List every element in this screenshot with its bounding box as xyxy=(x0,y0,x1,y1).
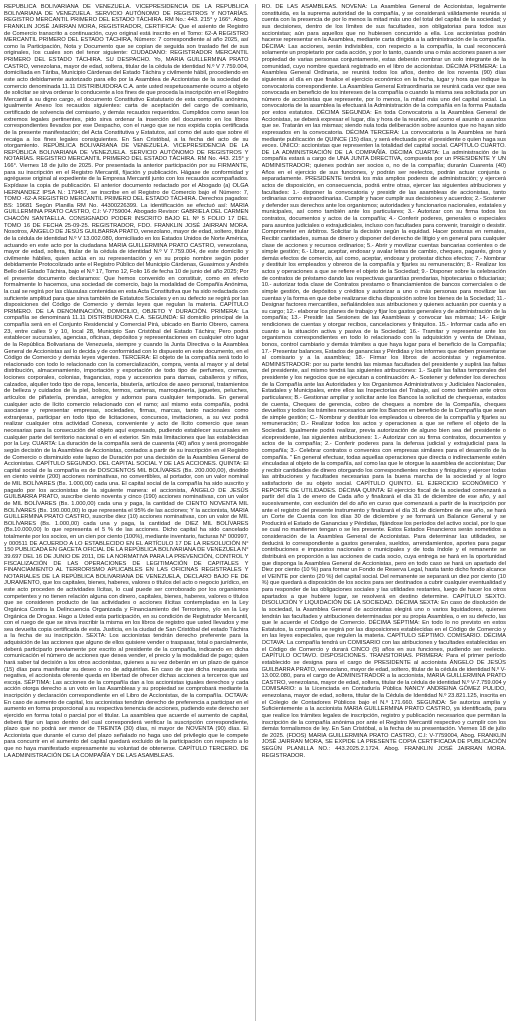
text-columns xyxy=(4,4,506,1021)
left-column xyxy=(4,4,249,1021)
column-divider xyxy=(255,4,256,1021)
right-column-text: RO. DE LAS ASAMBLEAS. NOVENA: La Asamblea General de Accionistas, legalmente constituida, es la suprema autoridad de la compañía, y se considerará válidamente reunida si cuenta con la presencia de por lo menos la mitad más uno del total del capital de la sociedad; y sus decisiones, dentro de los límites de sus facultades, son obligatorias para todos sus accionistas; aún para aquellos que no hubiesen concurrido a ella. Los accionistas podrán hacerse representar en la Asamblea, mediante carta dirigida a la administración de la compañía. DÉCIMA: Las acciones, serán indivisibles, con respecto a la compañía, la cual reconocerá solamente un propietario por cada acción, y por lo tanto, cuando una o más acciones pasen a ser propiedad de varias personas conjuntamente, estas deberán nombrar un solo integrante de la comunidad, cuyo nombre quedará registrado en el libro de accionistas. DÉCIMA PRIMERA: La Asamblea General Ordinaria, se reunirá todos los años, dentro de los noventa (90) días siguientes al día en que finalice el ejercicio económico en la fecha, lugar y hora que indique la convocatoria correspondiente. La Asamblea General Extraordinaria se reunirá cada vez que sea convocada en beneficio de los intereses de la compañía o cuando la misma sea solicitada por un número de accionistas que represente, por lo menos, la mitad más uno del capital social. La convocatoria de la asamblea la efectuará la Administración de la compañía en la forma Pautada por estos estatutos. DÉCIMA SEGUNDA: En toda Convocatoria a la Asamblea General de Accionistas, se deberá expresar el lugar, día y hora de la reunión, así como el asunto o asuntos que se. Tratarán en las mismas; siendo nula toda deliberación sobre asuntos que no hayan sido expresados en la convocatoria. DÉCIMA TERCERA: La convocatoria a la Asamblea se hará mediante publicación de QUINCE (15) días, y será efectuada por el presidente o quien haga sus veces. ÚNICO: accionistas que representen la totalidad del capital social. CAPÍTULO CUARTO. DE LA ADMINISTRACIÓN DE LA COMPAÑÍA. DÉCIMA CUARTA: La administración de la compañía estará a cargo de UNA JUNTA DIRECTIVA, compuesta por un PRESIDENTE Y UN ADMINISTRADOR; quienes podrán ser socios o, no de la compañía; durarán Cuarenta (40) Años en el ejercicio de sus funciones, y podrán ser reelectos, podrán actuar conjunta o separadamente. PRESIDENTE tendrá los más amplios poderes de administración; y ejercerá actos de disposición, en consecuencia, podrá entre otras, ejercer las siguientes atribuciones y facultades: 1.- disponer la convocatoria y presidir de las asambleas de accionistas, tanto ordinarias como extraordinarias. Cumplir y hacer cumplir sus decisiones y acuerdos; 2.- Sostener y defender sus derechos ante los organismos; autoridades y funcionarios nacionales, estatales y municipales, así como también ante los particulares; 3.- Autorizar con su firma todos los contratos, documentos y actos de la compañía; 4.- Conferir poderes, generales o especiales para asuntos judiciales o extrajudiciales, incluso con facultades para convenir, transigir o desistir. Comprometer en árbitros. Solicitar la decisión según la equidad. Hacer posturas en remates, Recibir cantidades, sumas de dinero y disponer del derecho de litigio y en general para cualquier clase de acciones y recursos ordinarios; 5.- Abrir y movilizar cuentas bancarias corrientes o de simple gestión; 6.- Librar, aceptar, endosar y avalar letras de cambio, cheques, pagarés, giros y demás efectos de comercio, así como, aceptar, endosar y protestar dichos efectos; 7.- Nombrar y destituir los empleados y obreros de la compañía y fijarles su remuneración; 8.- Realizar los actos y operaciones a que se refiere el objeto de la Sociedad; 9.- Disponer sobre la celebración de contratos de préstamo dando las respectivas garantías prendarias, hipotecarias o fiduciarias; 10.- autorizar toda clase de Contratos prestamo o financiamientos de bancos comerciales o de simple gestión, de depósitos y créditos y autorizar a uno o más personas para movilizar las cuentas y la forma en que debe realizarse dicha disposición sobre los bienes de la Sociedad; 11.- Designar factores mercantiles, señalándoles sus atribuciones y quienes actuarán por cuenta y a su cargo; 12.- elaborar los planes de trabajo y fijar los gastos generales y de administración de la compañía; 13.- Presidir las Sesiones de las Asambleas y convocar las mismas; 14.- Exigir rendiciones de cuentas y otorgar recibos, cancelaciones y finiquitos. 15.- Informar cada año en cuanto a la situación activa y pasiva de la Sociedad; 16.- Tramitar y representar ante los organismos correspondientes en todo lo relacionado con la adquisición y venta de Divisas, bonos, control cambiario y demás trámites a que haya lugar para el beneficio de la Compañía; 17.- Presentar balances, Estados de ganancias y Pérdidas y los informes que deben presentarse al comisario y a la asamblea; 18.- Firmar los libros de accionistas y reglamentos. ADMINISTRADOR: por su parte tendrá las mismas facultades del presidente y suplirá las faltas del presidente, así mismo tendrá las siguientes atribuciones: 1.- Suplir las faltas temporales del presidente y los negocios que se ejecutan a continuación: A.- Sostener y defender los derechos de la Compañía ante las Autoridades y los Organismos Administrativos y Judiciales Nacionales, Estadales y Municipales, entre ellos las Inspectorías del Trabajo, así como también ante otros particulares; B.- Gestionar ampliar y solicitar ante los Bancos la solicitud de chequeras, estados de cuenta, Cheques de gerencia, cobro de cheques a nombre de la Compañía, cheques devueltos y todos los trámites necesarios ante los Bancos en beneficio de la Compañía que sean de simple gestión; C.- Nombrar y destituir los empleados u obreros de la compañía y fijarles su remuneración; D.- Realizar todos los actos y operaciones a que se refiere el objeto de la Sociedad. Igualmente podrá realizar, previa autorización de alguno bien sea del presidente o vicepresidente, las siguientes atribuciones: 1.- Autorizar con su firma contratos, documentos y actos de la compañía; 2.- Conferir poderes para la defensa judicial y extrajudicial para la compañía; 3.- Celebrar contratos o convenios con empresas similares para el desarrollo de la compañía. " En general efectuar, todas aquellas operaciones que directa o indirectamente estén vinculadas al objeto de la compañía, así como las que le otorgue la asamblea de accionistas; Dar y recibir cantidades de dinero otorgando los correspondientes recibos y finiquitos y ejercer todas las atribuciones y facultades necesarias para la buena marcha de la sociedad y al logro satisfactorio de su objeto social. CAPÍTULO QUINTO. EL EJERCICIO ECONÓMICO Y REPORTE DE UTILIDADES. DÉCIMA QUINTA: El ejercicio fiscal de la sociedad comenzará a partir del día 1 de enero de Cada año y finalizará el día 31 de diciembre de ese año, y así sucesivamente, con exclusión del do año en curso que comenzará a partir de la inscripción por ante el registro del presente instrumento y finalizará el día 31 de diciembre de ese año, se hará un Corte de Cuenta con los días 30 de diciembre y se formará un Balance General y se Producirá el Estado de Ganancias y Pérdidas, fijándose los períodos del activo social, por lo que se cual no mantienen tengan o se les presente. Estos Estados Financieros serán sometidos a consideración de la Asamblea General de Accionistas. Para determinar las utilidades, se deducirá lo correspondiente a gastos generales, sueldos, arrendamientos, aportes para pagar contribuciones e impuestos nacionales o municipales y de toda índole y el remanente se distribuirá en proporción a las acciones de cada socio, cuya entrega se hará en la oportunidad que disponga la Asamblea General de Accionistas, pero en todo caso se hará un apartado del Diez por ciento (10 %) para formar un Fondo de Reserva Legal, hasta tanto dicho fondo alcance el VEINTE por ciento (20 %) del capital social. Del remanente se separará un diez por ciento (10 %) que quedará a disposición de los socios para ser destinados a cubrir cualquier eventualidad y para responder de las obligaciones sociales y las utilidades restantes, luego de hacer los otros apartados a que hubiere lugar, se resolverá en destino determine. CAPÍTULO SEXTO. DISOLUCIÓN Y LIQUIDACIÓN DE LA SOCIEDAD. DÉCIMA SEXTA: En caso de disolución de la sociedad, la Asamblea General de accionistas elegirá uno o varios liquidadores, quienes tendrán las facultades y atribuciones determinadas por su propia Asamblea, o en su defecto, las que le acuerde el Código de Comercio. DÉCIMA SÉPTIMA: En todo lo no previsto en estos Estatutos, la compañía se regirá por las disposiciones establecidas en el Código de Comercio y en las leyes especiales, que regulen la materia. CAPÍTULO SÉPTIMO. COMISARIO. DÉCIMA OCTAVA: La compañía tendrá un COMISARIO con las atribuciones y facultades establecidas en el Código de Comercio y durará CINCO (5) años en sus funciones, pudiendo ser reelecto. CAPÍTULO OCTAVO. DISPOSICIONES. TRANSITORIAS. PRIMERA: Para el primer período establecido se designa para el cargo de PRESIDENTE al accionista ÁNGELO DE JESÚS GUILBARRA PRATO, venezolano, mayor de edad, soltero, titular de la cédula de identidad N.º V- 13.002.080, para el cargo de ADMINISTRADOR a la accionista, MARIA GUILLERMINA PRATO CASTRO, venezolana, mayor de edad, soltera, titular de la cédula de identidad N.º V-7.759.004 y COMISARIO: a la Licenciada en Contaduría Pública NANCY ANDREINA GÓMEZ PULIDO, venezolana, mayor de edad, soltera, titular de la Cédula de Identidad N.º 23.821.125, inscrita en el Colegio de Contadores Públicos bajo el N.º 171.660. SEGUNDA: Se autoriza amplia y Suficientemente a la accionista MARIA GUILLERMINA PRATO CASTRO, ya identificada, para que realice los trámites legales de inscripción, registro y publicación necesarios que permitan la inscripción de la compañía anónima por ante el Registro Mercantil respectivo y cumplir con los demás formalismos de ley. En San Cristóbal, a la fecha de su presentación. Viernes 18 de julio de 2025. (FDOS) MARIA GUILLERMINA PRATO CASTRO, C.I: V-7759004, Abog. FRANKLIN JOSÉ JAIRRAN MORA, SE EXPIDE LA PRESENTE COPIA CERTIFICADA DE PUBLICACIÓN SEGÚN PLANILLA NO.: 443.2025.2.1724. Abog. FRANKLIN JOSÉ JAIRRAN MORA. REGISTRADOR. xyxy=(261,4,506,759)
right-column xyxy=(262,4,507,1021)
left-column-text: REPÚBLICA BOLIVARIANA DE VENEZUELA. VICEPRESIDENCIA DE LA REPÚBLICA BOLIVARIANA DE VENEZUELA. SERVICIO AUTÓNOMO DE REGISTROS Y NOTARÍAS. REGISTRO MERCANTIL PRIMERO DEL ESTADO TÁCHIRA. RM No.: 443. 215° y 166°. Abog. FRANKLIN JOSÉ JAIRRAN MORA, REGISTRADOR, CERTIFICA: Que el asiento de Registro de Comercio transcrito a continuación, cuyo original está inscrito en el Tomo: 62-A REGISTRO MERCANTIL PRIMERO DEL ESTADO TÁCHIRA, Número: 7 correspondiente al año 2025, así como la Participación, Nota y Documento que se copian de seguida son traslado fiel de sus originales, los cuales son del tenor siguiente: CIUDADANO: REGISTRADOR MERCANTIL PRIMERO DEL ESTADO TÁCHIRA. SU DESPACHO. Yo, MARIA GUILLERMINA PRATO CASTRO, venezolana, mayor de edad, soltera, titular de la cédula de identidad N.º V 7.759.004, domiciliada en Táriba, Municipio Cárdenas del Estado Táchira y civilmente hábil, procediendo en este acto debidamente autorizado para ello por la Asamblea de Accionistas de la sociedad de comercio denominada 11.11 DISTRIBUIDORA C.A. ante usted respetuosamente ocurro a objeto de solicitar se sirva ordenar lo conducente a los fines de que proceda la inscripción en el Registro Mercantil a su digno cargo, el documento Constitutivo Estatutario de esta compañía anónima, igualmente Anexo los recaudos siguientes: carta de aceptación del cargo de comisario, certificado de solvencia del comisario, y demás recaudos requeridos. Cumplidos como sean los extremos legales pertinentes, pido sirva ordenar la inserción del documento en los libros correspondientes llevados por ese Despacho, con el ruego que se nos expida copia certificada de la presente manifestación; del Acta Constitutiva y Estatutos, así como del auto que sobre él recaiga a los fines legales consiguientes. En San Cristóbal, a la fecha del acto de su otorgamiento. REPÚBLICA BOLIVARIANA DE VENEZUELA. VICEPRESIDENCIA DE LA REPÚBLICA BOLIVARIANA DE VENEZUELA. SERVICIO AUTÓNOMO DE REGISTROS Y NOTARÍAS. REGISTRO MERCANTIL PRIMERO DEL ESTADO TÁCHIRA. RM No. 443. 215° y 166°. Viernes 18 de julio de 2025. Por presentada la anterior participación por su FIRMANTE, para su inscripción en el Registro Mercantil, fíjación y publicación. Hágase de conformidad y agréguese original al expediente de la Empresa Mercantil junto con los recaudos acompañados. Expídase la copia de publicación. El anterior documento redactado por el Abogado (a) OLGA HERNANDEZ IPSA N.: 179457, se inscribe en el Registro de Comercio bajo el Número: 7, TOMO -62-A REGISTRO MERCANTIL PRIMERO DEL ESTADO TÁCHIRA. Derechos pagados: BS: 19681 Según Planilla RM No. 44300226399. La identificación se efectuó así: MARIA GUILLERMINA PRATO CASTRO, C.I: V-7759004. Abogado Revisor: GABRIELA DEL CARMEN CHACÓN SANTAELLA. CONSIGNADO PODER INSCRITO BAJO EL Nº 5 FOLIO 17 DEL TOMO 16 DE FECHA 25-09-25. REGISTRADOR, FDO. FRANKLIN JOSÉ JAIRRAN MORA. Nosotros, ÁNGELO DE JESÚS GUILBARRA PRATO, venezolano, mayor de edad, soltero, titular de la cédula de identidad N.º V 13.002.080, domiciliado en los Estados Unidos de Norte América, actuando en este acto por la ciudadana MARIA GUILLERMINA PRATO CASTRO, venezolana, mayor de edad, soltera, titular de la cédula de identidad N.º V 7.759.004, de este domicilio y civilmente hábiles, quien actúa en su representación y en su propio nombre según poder debidamente Protocolizado ante el Registro Público del Municipio Cárdenas, Guasimos y Andrés Bello del Estado Táchira, bajo el N.º 17, Tomo 12, Folio 16 de fecha 10 de junio del año 2025; Por el presente documento declaramos: Que hemos convenido en constituir, como en efecto formalmente lo hacemos, una sociedad de comercio, bajo la modalidad de Compañía Anónima, la cual se regirá por las cláusulas contenidas en esta Acta Constitutiva que ha sido redactada con suficiente amplitud para que sirva también de Estatutos Sociales y en su defecto se regirá por las disposiciones del Código de Comercio y demás leyes que regulan la materia. CAPÍTULO PRIMERO. DE LA DENOMINACIÓN, DOMICILIO, OBJETO Y DURACIÓN. PRIMERA: La compañía se denominará 11.11 DISTRIBUIDORA C.A. SEGUNDA: El domicilio principal de la compañía será en el Conjunto Residencial y Comercial Pirá, ubicado en Barrio Obrero, carrera 23, entre calles 9 y 10, local 28, Municipio San Cristóbal del Estado Táchira; Pero podrá establecer sucursales, agencias, oficinas, depósitos y representaciones en cualquier otro lugar de la República Bolivariana de Venezuela, siempre y cuando la Junta Directiva o la Asamblea General de Accionistas así lo decida y de conformidad con lo dispuesto en este documento, en el Código de Comercio y demás leyes vigentes. TERCERA: El objeto de la compañía será todo lo relacionado con todo lo relacionado con la comercialización, compra, venta al mayor y al detal distribución, almacenamiento, importación y exportación de todo tipo de perfumes, cremas, lociones corporales, colonias, fragancias, ropa y accesorios para damas, caballeros y niños, calzados, alquiler todo tipo de ropa, lencería, bisutería, artículos de aseo personal, tratamientos de belleza y cuidados de la piel, bolsos, termos, carteras, marroquinería, juguetes, peluches, artículos de piñatería, prendas, arreglos y adornos para cualquier temporada. En general cualquier acto de lícito comercio relacionado con el ramo; así mismo esta compañía, podrá asociarse y representar empresas, sociedades, firmas, marcas, tanto nacionales como extranjeras, participar en todo tipo de licitaciones, concursos, invitaciones, a su vez podrá realizar cualquier otra actividad Conexa, conveniente y acto de lícito comercio que sean necesarias para la consecución del objeto aquí expresado, pudiendo establecer sucursales en cualquier parte del territorio nacional o en el exterior. Sin más limitaciones que las establecidas por la Ley. CUARTA: La duración de la compañía será de cuarenta (40) años y será prorrogable según decisión de la Asamblea de Accionistas, contados a partir de su inscripción en el Registro de Comercio o disminuido este lapso de Duración por una decisión de la Asamblea General de Accionistas. CAPÍTULO SEGUNDO. DEL CAPITAL SOCIAL Y DE LAS ACCIONES. QUINTA: El capital social de la compañía es de DOSCIENTOS MIL BOLÍVARES (Bs. 200.000,00), dividido en ciento veinte (200) acciones nominativas, no convertibles, al portador, con un valor nominal de MIL BOLÍVARES (Bs. 1.000,00) cada una. El capital social de la compañía ha sido suscrito y pagado por los accionistas de la siguiente manera: el accionista, ÁNGELO DE JESÚS GUILBARRA PRATO, suscribe ciento noventa y cinco (190) acciones nominativas, con un valor de MIL BOLÍVARES (Bs. 1.000,00) cada una y paga, la cantidad de CIENTO NOVENTA MIL BOLÍVARES (Bs. 190.000,00) lo que representa el 95% de las acciones; Y la accionista, MARIA GUILLERMINA PRATO CASTRO, suscribe diez (10) acciones nominativas, con un valor de MIL BOLÍVARES (Bs. 1.000,00) cada una y paga, la cantidad de DIEZ MIL BOLÍVARES (Bs.10.000,00) lo que representa el 5 % de las acciones. Dicho capital ha sido cancelado totalmente por los socios, en un cien por ciento (100%), mediante inventario, facturas N° 000997, y 000511 DE ACUERDO A LO ESTABLECIDO EN EL ARTÍCULO 17 DE LA RESOLUCIÓN N° 150 PUBLICADA EN GACETA OFICIAL DE LA REPÚBLICA BOLIVARIANA DE VENEZUELA N° 39.697 DEL 16 DE JUNIO DE 2011, DE LA NORMATIVA PARA LA PREVENCIÓN, CONTROL Y FISCALIZACIÓN DE LAS OPERACIONES DE LEGITIMACIÓN DE CAPITALES Y FINANCIAMIENTO AL TERRORISMO APLICABLES EN LAS OFICINAS REGISTRALES Y NOTARIALES DE LA REPÚBLICA BOLIVARIANA DE VENEZUELA, DECLARO BAJO FE DE JURAMENTO, que los capitales, bienes, haberes, valores o títulos del acto o negocio jurídico, en este acto proceden de actividades lícitas, lo cual puede ser corroborado por los organismos competentes y no tienen relación alguna con dinero, capitales, bienes, haberes, valores o títulos que se consideren producto de las actividades o acciones ilícitas contempladas en la Ley Orgánica Contra la Delincuencia Organizada y Financiamiento del Terrorismo, y/o en la Ley Orgánica de Drogas. Hago a Usted esta participación, en su condición de Registrador Mercantil, con el ruego de que se sirva inscribir la misma en los libros de registro que usted llevados y me sea devuelta copia certificada de esta. Justicia, en la ciudad de San Cristóbal del estado Táchira a la fecha de su inscripción. SEXTA: Los accionistas tendrán derecho preferente para la adquisición de las acciones que alguno de ellos quisiere vender o traspasar, total o parcialmente, deberá participarlo previamente por escrito al presidente de la compañía, indicando en dicha comunicación el número de acciones que desea vender, el precio y la modalidad de pago; quien hará saber tal decisión a los otros accionistas, quienes a su vez deberán en un plazo de quince (15) días para manifestar su deseo o no de adquirirlas. En caso de que dicha respuesta sea negativa, el accionista oferente queda en libertad de ofrecer dichas acciones a terceros que así escoja. SÉPTIMA: Las acciones de la compañía dan a los accionistas iguales derechos y cada acción otorga derecho a un voto en las Asambleas y su propiedad se comprobará mediante la inscripción y declaración correspondiente en el Libro de Accionistas, de la compañía. OCTAVA: En caso de aumento de capital, los accionistas tendrán derecho de preferencia a participar en el aumento en forma proporcional a su respectiva tenencia de acciones, pudiendo este derecho ser ejercido en forma total o parcial por el titular. La asamblea que acuerde el aumento de capital, deberá fijar un lapso dentro del cual corresponderá verificar la suscripción correspondiente, plazo que no podrá ser menor de TREINTA (30) días, ni mayor de NOVENTA (90) días. El Accionista que durante el curso del plazo señalado no haga uso del privilegio que le compete para concurrir en el aumento del capital quedará excluido de la participación con respecto a lo que no haya manifestado expresamente su voluntad de obtenerse. CAPÍTULO TERCERO. DE LA ADMINISTRACIÓN DE LA COMPAÑÍA Y DE LAS ASAMBLEAS. xyxy=(4,4,249,759)
